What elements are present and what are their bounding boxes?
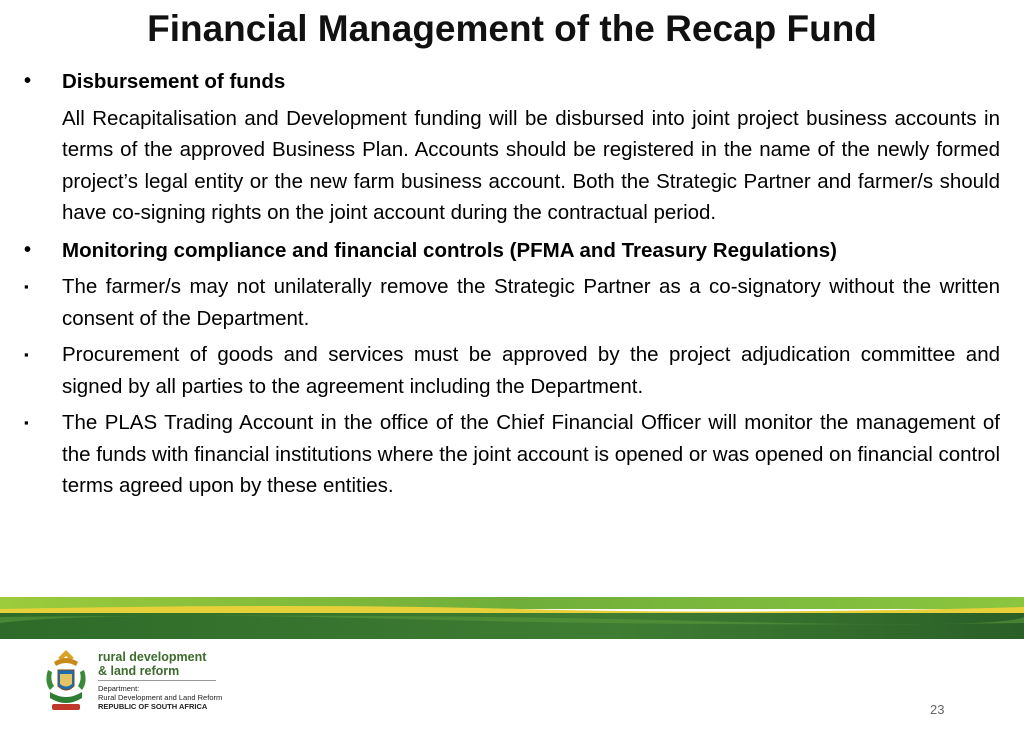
footer-band-graphic bbox=[0, 597, 1024, 639]
bullet-text: The farmer/s may not unilaterally remove the Strategic Partner as a co-signatory without the written consent of the Department. bbox=[62, 275, 1000, 330]
bullet-text: Monitoring compliance and financial controls (PFMA and Treasury Regulations) bbox=[62, 238, 837, 262]
logo-divider bbox=[98, 680, 216, 681]
coat-of-arms-icon bbox=[40, 648, 92, 714]
dept-label: Department: bbox=[98, 684, 140, 693]
bullet-monitoring bbox=[24, 235, 1000, 267]
square-bullet-marker: ▪ bbox=[24, 279, 29, 294]
footer-green-band bbox=[0, 597, 1024, 639]
bullet-marker: • bbox=[24, 70, 32, 92]
logo-line2: & land reform bbox=[98, 664, 180, 678]
slide-content bbox=[24, 66, 1000, 507]
bullet-plas-trading bbox=[24, 407, 1000, 502]
country-name: REPUBLIC OF SOUTH AFRICA bbox=[98, 702, 208, 711]
bullet-text: The PLAS Trading Account in the office of the Chief Financial Officer will monitor the management of the funds with financial institutions where the joint account is opened or was opened on financial control terms agreed upon by these entities. bbox=[62, 411, 1000, 497]
bullet-marker: • bbox=[24, 238, 32, 261]
department-label bbox=[98, 684, 222, 702]
bullet-text: Procurement of goods and services must be approved by the project adjudication committee and signed by all parties to the agreement including the Department. bbox=[62, 343, 1000, 398]
bullet-text: Disbursement of funds bbox=[62, 70, 286, 93]
slide-title: Financial Management of the Recap Fund bbox=[147, 8, 877, 49]
bullet-procurement bbox=[24, 339, 1000, 402]
department-logo bbox=[40, 648, 280, 718]
bullet-cosignatory bbox=[24, 271, 1000, 334]
bullet-disbursement bbox=[24, 66, 1000, 98]
square-bullet-marker: ▪ bbox=[24, 415, 29, 430]
square-bullet-marker: ▪ bbox=[24, 347, 29, 362]
disbursement-paragraph: All Recapitalisation and Development funding will be disbursed into joint project business accounts in terms of the approved Business Plan. Accounts should be registered in the name of the newly formed project’s legal entity or the new farm business account. Both the Strategic Partner and farmer/s should have co-signing rights on the joint account during the contractual period. bbox=[62, 106, 1000, 224]
dept-full-name: Rural Development and Land Reform bbox=[98, 693, 223, 702]
department-name bbox=[98, 650, 206, 678]
page-number: 23 bbox=[930, 702, 945, 717]
logo-line1: rural development bbox=[98, 650, 207, 664]
